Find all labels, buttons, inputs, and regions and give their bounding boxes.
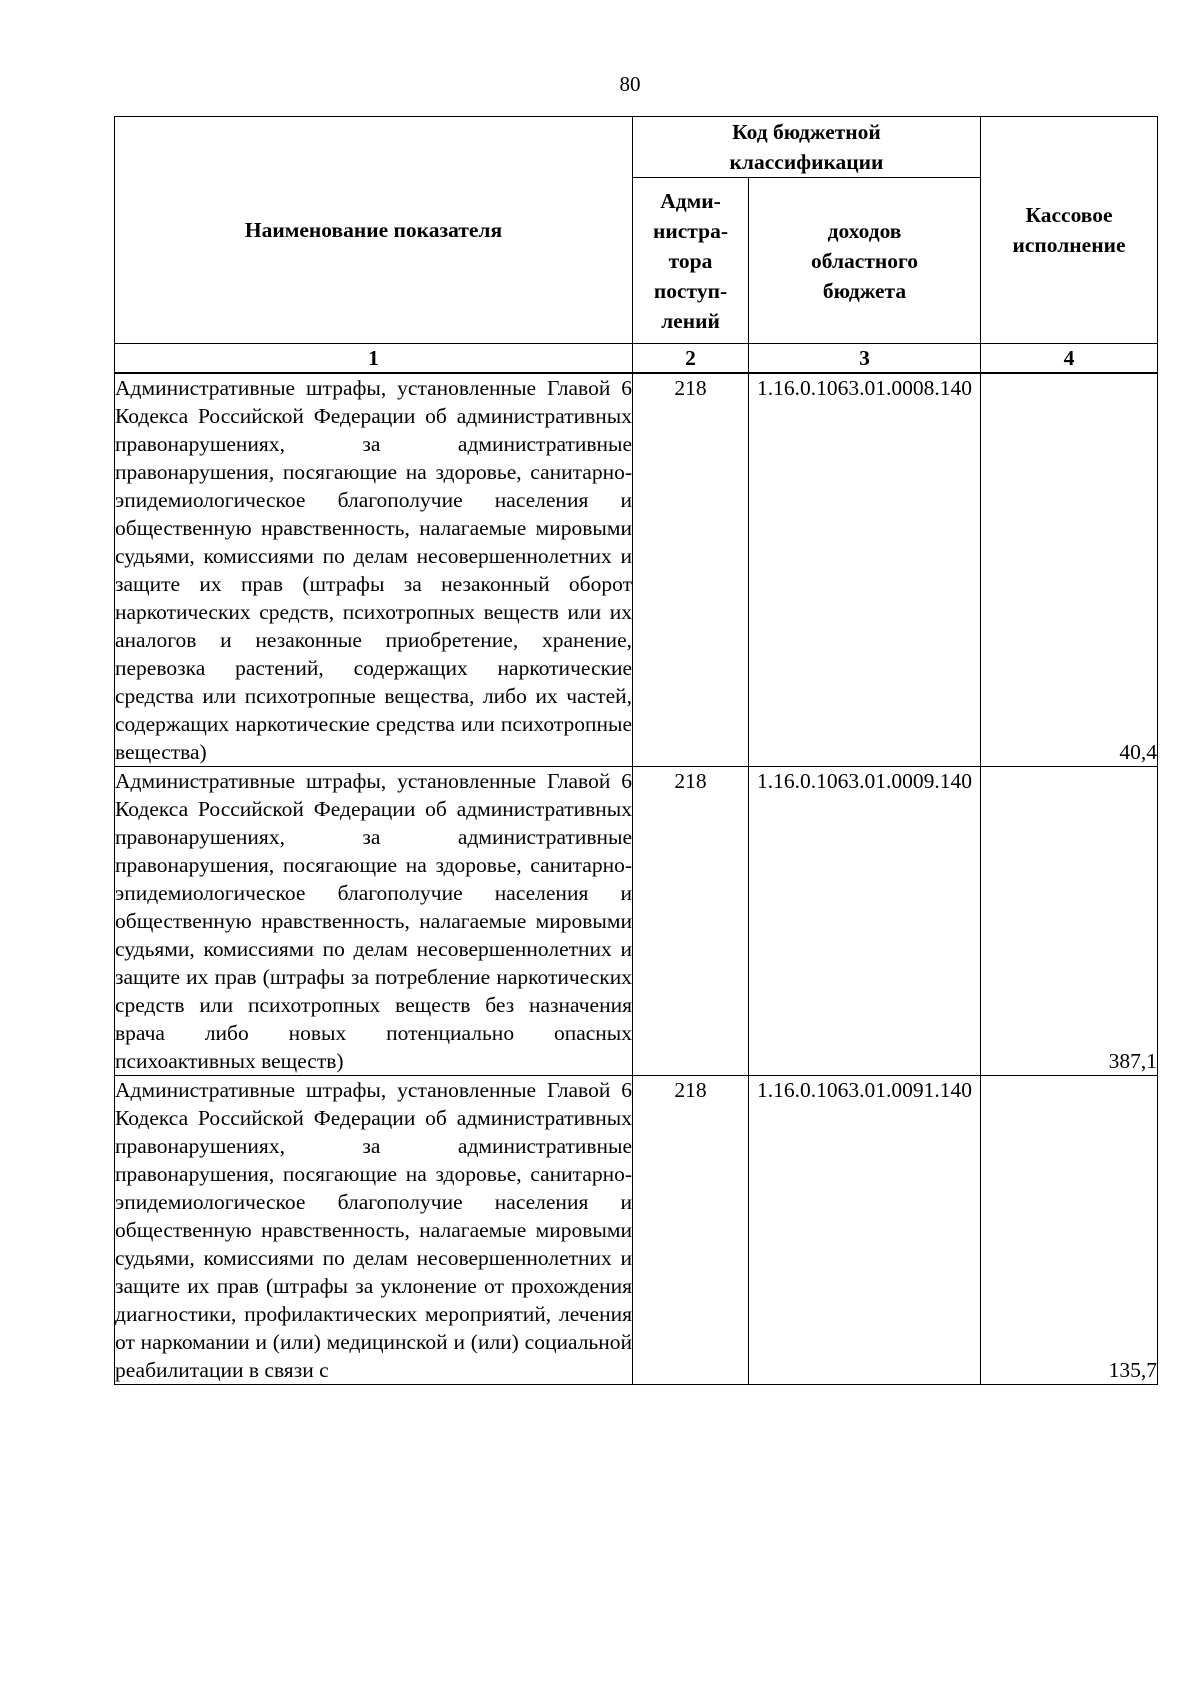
header-cash-execution [981,117,1158,344]
column-number-3: 3 [749,344,981,374]
table-row [115,373,1158,767]
row-cash-execution: 387,1 [981,767,1158,1076]
header-admin-line-4: поступ- [653,278,728,303]
row-income-code: 1.16.0.1063.01.0091.140 [749,1076,981,1385]
column-number-2: 2 [633,344,749,374]
header-income-line-3: бюджета [822,278,907,303]
table-row [115,767,1158,1076]
header-regional-budget-income [749,178,981,344]
header-budget-code-group-text: Код бюджетной классификации [729,120,884,174]
header-income-line-2: областного [811,248,918,273]
row-admin-code: 218 [633,373,749,767]
column-number-1: 1 [115,344,633,374]
header-admin-line-5: лений [661,308,720,333]
row-indicator-name: Административные штрафы, установленные Главой 6 Кодекса Российской Федерации об административных правонарушениях, за административные правонарушения, посягающие на здоровье, санитарно-эпидемиологическое благополучие населения и общественную нравственность, налагаемые мировыми судьями, комиссиями по делам несовершеннолетних и защите их прав (штрафы за потребление наркотических средств или психотропных веществ без назначения врача либо новых потенциально опасных психоактивных веществ) [115,767,633,1076]
row-admin-code: 218 [633,767,749,1076]
row-cash-execution: 40,4 [981,373,1158,767]
header-admin-line-2: нистра- [652,218,728,243]
row-cash-execution: 135,7 [981,1076,1158,1385]
header-admin-line-3: тора [668,248,713,273]
header-admin-line-1: Адми- [660,188,721,213]
header-cash-execution-line-1: Кассовое [1025,203,1113,227]
row-income-code: 1.16.0.1063.01.0008.140 [749,373,981,767]
table-row [115,1076,1158,1385]
column-number-4: 4 [981,344,1158,374]
budget-classification-table [114,116,1158,1385]
header-budget-code-group [633,117,981,178]
row-admin-code: 218 [633,1076,749,1385]
header-income-line-1: доходов [827,218,902,243]
page-number: 80 [619,72,641,96]
row-indicator-name: Административные штрафы, установленные Главой 6 Кодекса Российской Федерации об административных правонарушениях, за административные правонарушения, посягающие на здоровье, санитарно-эпидемиологическое благополучие населения и общественную нравственность, налагаемые мировыми судьями, комиссиями по делам несовершеннолетних и защите их прав (штрафы за уклонение от прохождения диагностики, профилактических мероприятий, лечения от наркомании и (или) медицинской и (или) социальной реабилитации в связи с [115,1076,633,1385]
row-indicator-name: Административные штрафы, установленные Главой 6 Кодекса Российской Федерации об административных правонарушениях, за административные правонарушения, посягающие на здоровье, санитарно-эпидемиологическое благополучие населения и общественную нравственность, налагаемые мировыми судьями, комиссиями по делам несовершеннолетних и защите их прав (штрафы за незаконный оборот наркотических средств, психотропных веществ или их аналогов и незаконные приобретение, хранение, перевозка растений, содержащих наркотические средства или психотропные вещества, либо их частей, содержащих наркотические средства или психотропные вещества) [115,373,633,767]
header-revenue-administrator [633,178,749,344]
header-cash-execution-line-2: исполнение [1012,233,1126,257]
row-income-code: 1.16.0.1063.01.0009.140 [749,767,981,1076]
header-indicator-name: Наименование показателя [115,117,633,344]
